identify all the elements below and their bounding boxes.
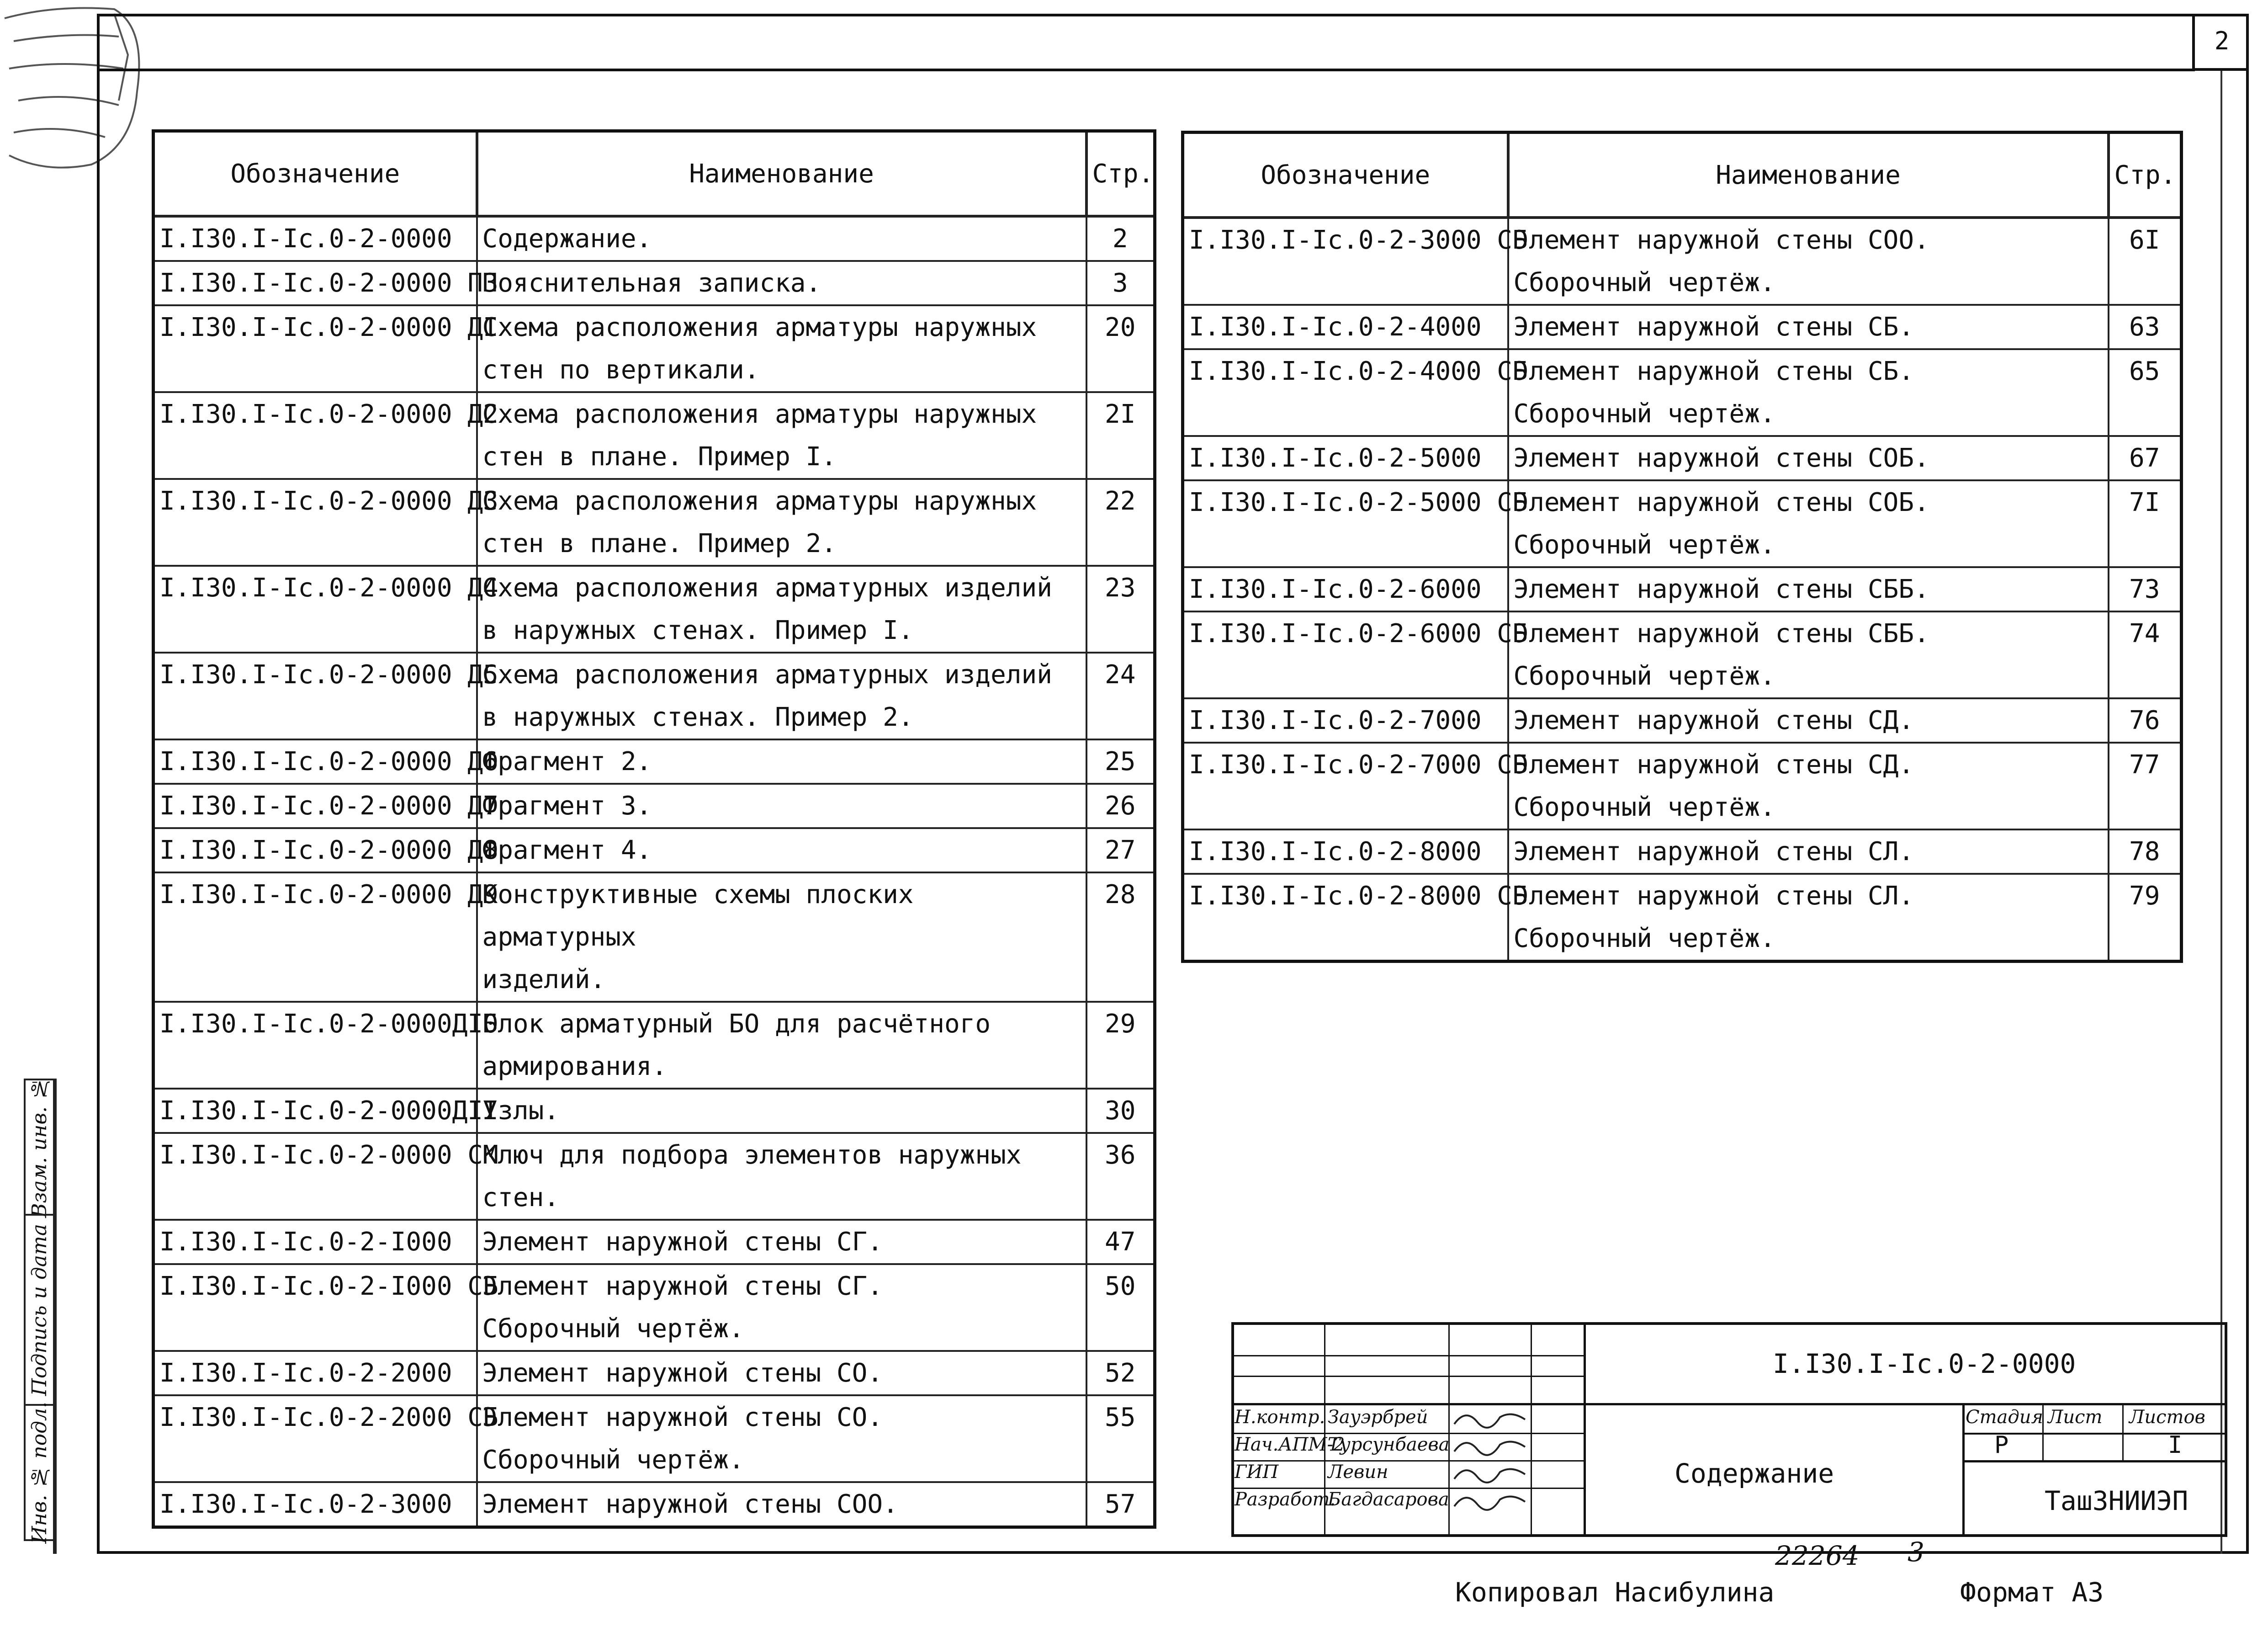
table-row bbox=[154, 1264, 1155, 1351]
signature-mark bbox=[1452, 1461, 1530, 1486]
table-row bbox=[1183, 829, 2182, 874]
row-page: 27 bbox=[1086, 828, 1155, 872]
title-block-vline bbox=[1584, 1322, 1586, 1537]
table-row bbox=[154, 216, 1155, 261]
signature-mark bbox=[1452, 1406, 1530, 1431]
table-row bbox=[154, 653, 1155, 739]
row-designation: I.I30.I-Ic.0-2-3000 СБ bbox=[1183, 218, 1508, 305]
row-page: 67 bbox=[2109, 436, 2182, 480]
row-designation: I.I30.I-Ic.0-2-0000 Д4 bbox=[154, 566, 477, 653]
row-name: Элемент наружной стены СБ. Сборочный чертёж. bbox=[1508, 349, 2109, 436]
header-name: Наименование bbox=[1508, 133, 2109, 218]
row-name: Пояснительная записка. bbox=[477, 261, 1086, 305]
row-designation: I.I30.I-Ic.0-2-8000 СБ bbox=[1183, 874, 1508, 962]
row-name: Элемент наружной стены СБ. bbox=[1508, 305, 2109, 349]
header-page: Стр. bbox=[1086, 131, 1155, 217]
title-block-title: Содержание bbox=[1675, 1458, 1834, 1489]
copied-by: Копировал Насибулина bbox=[1455, 1577, 1775, 1608]
row-designation: I.I30.I-Ic.0-2-I000 bbox=[154, 1220, 477, 1264]
row-name: Узлы. bbox=[477, 1089, 1086, 1133]
row-name: Блок арматурный БО для расчётного армирования. bbox=[477, 1002, 1086, 1089]
row-name: Схема расположения арматуры наружных стен в плане. Пример 2. bbox=[477, 479, 1086, 566]
table-row bbox=[1183, 349, 2182, 436]
table-row bbox=[154, 828, 1155, 872]
row-name: Ключ для подбора элементов наружных стен. bbox=[477, 1133, 1086, 1220]
title-block-role: ГИП bbox=[1235, 1462, 1279, 1483]
row-page: 73 bbox=[2109, 567, 2182, 611]
table-row bbox=[1183, 698, 2182, 743]
title-block-vline bbox=[1962, 1403, 1965, 1537]
table-row bbox=[154, 305, 1155, 392]
row-designation: I.I30.I-Ic.0-2-0000 Д8 bbox=[154, 828, 477, 872]
row-name: Содержание. bbox=[477, 216, 1086, 261]
row-designation: I.I30.I-Ic.0-2-8000 bbox=[1183, 829, 1508, 874]
row-designation: I.I30.I-Ic.0-2-0000 ДI bbox=[154, 305, 477, 392]
row-designation: I.I30.I-Ic.0-2-7000 СБ bbox=[1183, 743, 1508, 829]
table-row bbox=[1183, 743, 2182, 829]
table-row bbox=[1183, 436, 2182, 480]
header-name: Наименование bbox=[477, 131, 1086, 217]
row-name: Элемент наружной стены СО. Сборочный чертёж. bbox=[477, 1395, 1086, 1482]
frame-top-line bbox=[97, 69, 2195, 71]
row-page: 26 bbox=[1086, 784, 1155, 828]
row-page: 65 bbox=[2109, 349, 2182, 436]
paper-format: Формат А3 bbox=[1960, 1577, 2104, 1608]
title-block-document-code: I.I30.I-Ic.0-2-0000 bbox=[1773, 1348, 2076, 1379]
title-block-organization: ТашЗНИИЭП bbox=[2045, 1485, 2189, 1516]
row-designation: I.I30.I-Ic.0-2-6000 СБ bbox=[1183, 611, 1508, 698]
table-row bbox=[154, 1089, 1155, 1133]
row-name: Конструктивные схемы плоских арматурных изделий. bbox=[477, 872, 1086, 1002]
signature-mark bbox=[1452, 1433, 1530, 1458]
table-row bbox=[154, 784, 1155, 828]
row-name: Схема расположения арматурных изделий в наружных стенах. Пример I. bbox=[477, 566, 1086, 653]
row-designation: I.I30.I-Ic.0-2-6000 bbox=[1183, 567, 1508, 611]
row-page: 78 bbox=[2109, 829, 2182, 874]
row-designation: I.I30.I-Ic.0-2-0000 ПЗ bbox=[154, 261, 477, 305]
row-designation: I.I30.I-Ic.0-2-0000 Д3 bbox=[154, 479, 477, 566]
table-row bbox=[154, 261, 1155, 305]
contents-table-left bbox=[152, 129, 1156, 1529]
table-row bbox=[154, 1482, 1155, 1527]
row-page: 25 bbox=[1086, 739, 1155, 784]
copy-number: 3 bbox=[1908, 1536, 1924, 1568]
row-designation: I.I30.I-Ic.0-2-0000 Д2 bbox=[154, 392, 477, 479]
title-block-person-name: Левин bbox=[1328, 1462, 1388, 1483]
row-page: 20 bbox=[1086, 305, 1155, 392]
title-block-stage-label: Стадия bbox=[1966, 1407, 2043, 1428]
title-block-sheets-value: I bbox=[2168, 1431, 2183, 1459]
row-page: 29 bbox=[1086, 1002, 1155, 1089]
row-page: 50 bbox=[1086, 1264, 1155, 1351]
title-block-person-name: Багдасарова bbox=[1328, 1489, 1449, 1510]
header-designation: Обозначение bbox=[1183, 133, 1508, 218]
row-page: 28 bbox=[1086, 872, 1155, 1002]
title-block-person-name: Турсунбаева bbox=[1328, 1434, 1450, 1455]
row-designation: I.I30.I-Ic.0-2-2000 СБ bbox=[154, 1395, 477, 1482]
table-row bbox=[154, 739, 1155, 784]
title-block-role: Нач.АПМ-2 bbox=[1235, 1434, 1345, 1455]
row-page: 63 bbox=[2109, 305, 2182, 349]
row-name: Элемент наружной стены СОБ. bbox=[1508, 436, 2109, 480]
row-page: 55 bbox=[1086, 1395, 1155, 1482]
table-row bbox=[1183, 480, 2182, 567]
row-page: 7I bbox=[2109, 480, 2182, 567]
row-page: 36 bbox=[1086, 1133, 1155, 1220]
title-block-hline bbox=[1231, 1355, 1585, 1356]
row-page: 3 bbox=[1086, 261, 1155, 305]
row-page: 2I bbox=[1086, 392, 1155, 479]
row-page: 52 bbox=[1086, 1351, 1155, 1395]
row-name: Схема расположения арматуры наружных стен в плане. Пример I. bbox=[477, 392, 1086, 479]
title-block-role: Н.контр. bbox=[1235, 1407, 1325, 1428]
row-name: Фрагмент 3. bbox=[477, 784, 1086, 828]
row-designation: I.I30.I-Ic.0-2-0000ДI0 bbox=[154, 1002, 477, 1089]
row-page: 24 bbox=[1086, 653, 1155, 739]
row-designation: I.I30.I-Ic.0-2-0000 Д6 bbox=[154, 739, 477, 784]
title-block-sheets-label: Листов bbox=[2129, 1407, 2205, 1428]
signature-mark bbox=[1452, 1488, 1530, 1513]
row-page: 57 bbox=[1086, 1482, 1155, 1527]
table-row bbox=[154, 1351, 1155, 1395]
row-designation: I.I30.I-Ic.0-2-3000 bbox=[154, 1482, 477, 1527]
contents-table-right bbox=[1181, 131, 2183, 963]
row-name: Схема расположения арматуры наружных стен по вертикали. bbox=[477, 305, 1086, 392]
table-row bbox=[1183, 611, 2182, 698]
table-row bbox=[154, 479, 1155, 566]
row-designation: I.I30.I-Ic.0-2-4000 bbox=[1183, 305, 1508, 349]
side-stamp-label-signature: Подпись и дата bbox=[27, 1223, 51, 1396]
table-row bbox=[154, 872, 1155, 1002]
table-row bbox=[1183, 305, 2182, 349]
table-header-row bbox=[1183, 133, 2182, 218]
header-designation: Обозначение bbox=[154, 131, 477, 217]
side-stamp-label-replaced: Взам. инв. № bbox=[27, 1076, 51, 1218]
row-designation: I.I30.I-Ic.0-2-5000 СБ bbox=[1183, 480, 1508, 567]
row-designation: I.I30.I-Ic.0-2-0000ДII bbox=[154, 1089, 477, 1133]
row-name: Элемент наружной стены СО. bbox=[477, 1351, 1086, 1395]
title-block-hline bbox=[1231, 1403, 2227, 1405]
row-page: 77 bbox=[2109, 743, 2182, 829]
row-name: Элемент наружной стены СОБ. Сборочный чертёж. bbox=[1508, 480, 2109, 567]
row-page: 76 bbox=[2109, 698, 2182, 743]
table-row bbox=[1183, 874, 2182, 962]
table-row bbox=[154, 1395, 1155, 1482]
row-designation: I.I30.I-Ic.0-2-0000 bbox=[154, 216, 477, 261]
side-stamp-label-original: Инв. № подл. bbox=[27, 1401, 51, 1544]
row-page: 6I bbox=[2109, 218, 2182, 305]
row-name: Элемент наружной стены СЛ. Сборочный чертёж. bbox=[1508, 874, 2109, 962]
row-page: 79 bbox=[2109, 874, 2182, 962]
row-name: Элемент наружной стены СГ. bbox=[477, 1220, 1086, 1264]
row-designation: I.I30.I-Ic.0-2-0000 Д5 bbox=[154, 653, 477, 739]
row-page: 74 bbox=[2109, 611, 2182, 698]
side-stamp-original-inventory bbox=[24, 1401, 55, 1544]
row-designation: I.I30.I-Ic.0-2-5000 bbox=[1183, 436, 1508, 480]
row-page: 47 bbox=[1086, 1220, 1155, 1264]
table-header-row bbox=[154, 131, 1155, 217]
table-row bbox=[154, 1133, 1155, 1220]
row-designation: I.I30.I-Ic.0-2-2000 bbox=[154, 1351, 477, 1395]
title-block-role: Разработ. bbox=[1235, 1489, 1336, 1510]
row-designation: I.I30.I-Ic.0-2-4000 СБ bbox=[1183, 349, 1508, 436]
table-row bbox=[154, 1220, 1155, 1264]
table-row bbox=[1183, 567, 2182, 611]
row-designation: I.I30.I-Ic.0-2-I000 СБ bbox=[154, 1264, 477, 1351]
row-name: Элемент наружной стены СД. bbox=[1508, 698, 2109, 743]
row-name: Фрагмент 2. bbox=[477, 739, 1086, 784]
table-row bbox=[154, 1002, 1155, 1089]
row-designation: I.I30.I-Ic.0-2-0000 СМ bbox=[154, 1133, 477, 1220]
title-block-sheet-label: Лист bbox=[2048, 1407, 2103, 1428]
title-block-hline bbox=[1231, 1376, 1585, 1377]
row-page: 30 bbox=[1086, 1089, 1155, 1133]
inventory-number: 22264 bbox=[1775, 1540, 1860, 1571]
header-page: Стр. bbox=[2109, 133, 2182, 218]
row-name: Фрагмент 4. bbox=[477, 828, 1086, 872]
sheet-number: 2 bbox=[2192, 14, 2249, 71]
title-block-hline bbox=[1231, 1460, 1585, 1462]
row-page: 22 bbox=[1086, 479, 1155, 566]
side-stamp-divider bbox=[53, 1079, 57, 1554]
side-stamp-signature-date bbox=[24, 1214, 55, 1406]
row-designation: I.I30.I-Ic.0-2-7000 bbox=[1183, 698, 1508, 743]
table-row bbox=[154, 566, 1155, 653]
table-row bbox=[154, 392, 1155, 479]
title-block-person-name: Зауэрбрей bbox=[1328, 1407, 1428, 1428]
row-page: 23 bbox=[1086, 566, 1155, 653]
table-row bbox=[1183, 218, 2182, 305]
title-block-vline bbox=[2122, 1403, 2124, 1462]
title-block-hline bbox=[1962, 1460, 2227, 1462]
row-name: Схема расположения арматурных изделий в наружных стенах. Пример 2. bbox=[477, 653, 1086, 739]
row-name: Элемент наружной стены СЛ. bbox=[1508, 829, 2109, 874]
row-name: Элемент наружной стены СГ. Сборочный чертёж. bbox=[477, 1264, 1086, 1351]
row-name: Элемент наружной стены СББ. bbox=[1508, 567, 2109, 611]
side-stamp-replaced-inventory bbox=[24, 1076, 55, 1218]
row-name: Элемент наружной стены СД. Сборочный чертёж. bbox=[1508, 743, 2109, 829]
row-name: Элемент наружной стены СОО. Сборочный чертёж. bbox=[1508, 218, 2109, 305]
title-block-stage-value: Р bbox=[1994, 1431, 2009, 1459]
title-block-vline bbox=[1531, 1322, 1532, 1537]
row-page: 2 bbox=[1086, 216, 1155, 261]
row-designation: I.I30.I-Ic.0-2-0000 Д7 bbox=[154, 784, 477, 828]
row-designation: I.I30.I-Ic.0-2-0000 Д9 bbox=[154, 872, 477, 1002]
row-name: Элемент наружной стены СОО. bbox=[477, 1482, 1086, 1527]
row-name: Элемент наружной стены СББ. Сборочный чертёж. bbox=[1508, 611, 2109, 698]
